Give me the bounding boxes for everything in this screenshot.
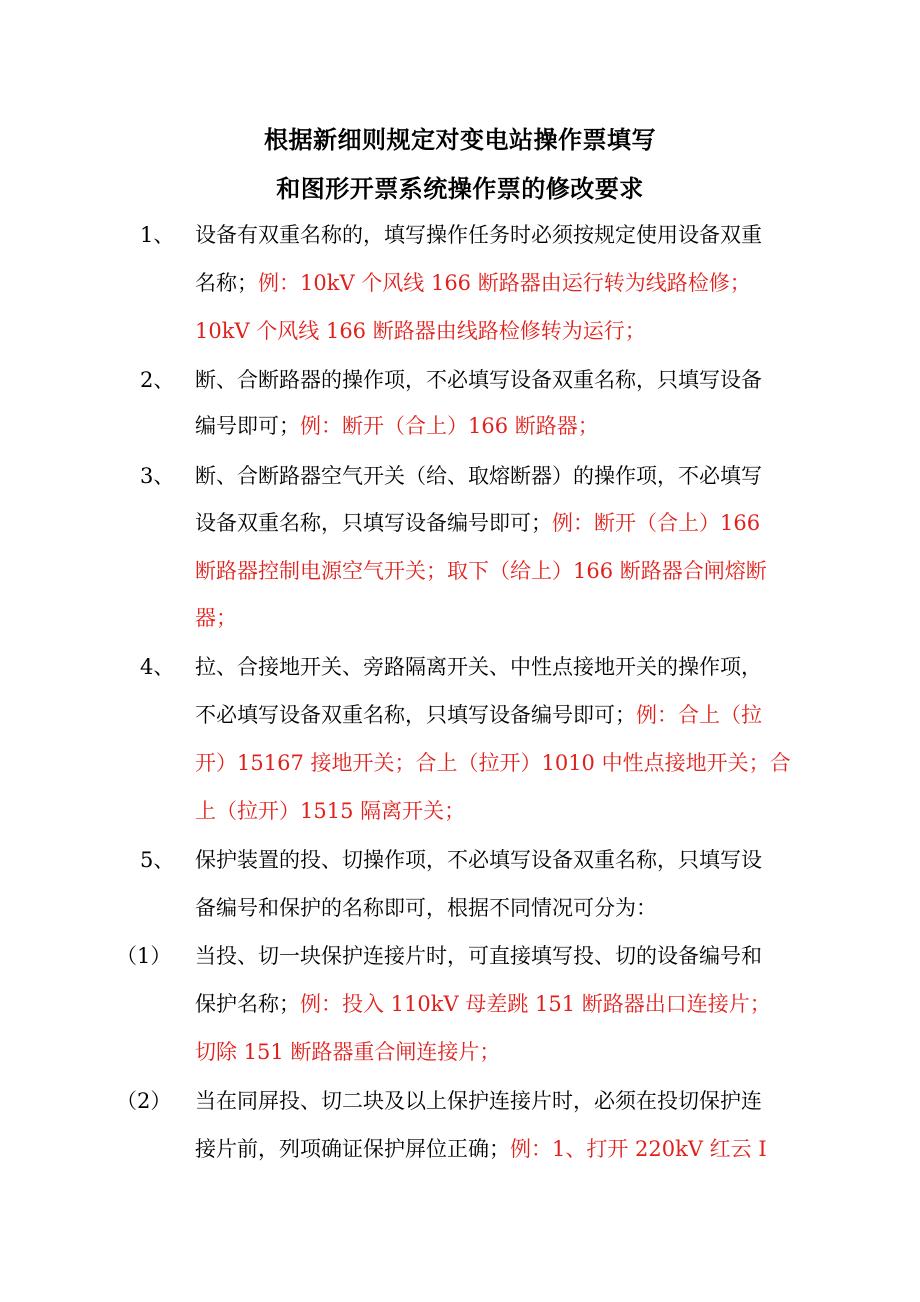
paragraph-line [195,365,762,395]
paragraph-line [195,941,762,971]
body-text: 设备双重名称，只填写设备编号即可； [195,511,552,535]
paragraph-line [195,316,646,346]
paragraph-line [195,411,599,441]
example-text: 例：合上（拉 [636,703,762,727]
item-number: 4、 [140,655,175,679]
body-text: 名称； [195,271,258,295]
body-text: 编号即可； [195,414,300,438]
body-text: 不必填写设备双重名称，只填写设备编号即可； [195,703,636,727]
body-text: 断、合断路器的操作项，不必填写设备双重名称，只填写设备 [195,368,762,392]
paragraph-line [195,461,762,491]
example-text: 器； [195,606,237,630]
paragraph-line [195,796,465,826]
body-text: 接片前，列项确证保护屏位正确； [195,1137,510,1161]
example-text: 开）15167 接地开关；合上（拉开）1010 中性点接地开关；合 [195,751,791,775]
item-number: （1） [116,944,172,968]
paragraph-line [195,1037,500,1067]
example-text: 例：断开（合上）166 [552,511,761,535]
example-text: 切除 151 断路器重合闸连接片； [195,1040,501,1064]
paragraph-line [195,508,760,538]
paragraph-line [195,989,771,1019]
paragraph-line [195,893,657,923]
example-text: 例：投入 110kV 母差跳 151 断路器出口连接片； [300,992,771,1016]
document-title-line1: 根据新细则规定对变电站操作票填写 [264,125,656,154]
body-text: 备编号和保护的名称即可，根据不同情况可分为： [195,896,657,920]
paragraph-line [195,1134,767,1164]
body-text: 断、合断路器空气开关（给、取熔断器）的操作项，不必填写 [195,464,762,488]
body-text: 保护名称； [195,992,300,1016]
example-text: 上（拉开）1515 隔离开关； [195,799,466,823]
body-text: 当在同屏投、切二块及以上保护连接片时，必须在投切保护连 [195,1089,762,1113]
paragraph-line [195,700,762,730]
example-text: 例：断开（合上）166 断路器； [300,414,599,438]
paragraph-line [195,652,762,682]
item-number: （2） [116,1089,172,1113]
paragraph-line [195,220,762,250]
body-text: 当投、切一块保护连接片时，可直接填写投、切的设备编号和 [195,944,762,968]
paragraph-line [195,268,751,298]
body-text: 拉、合接地开关、旁路隔离开关、中性点接地开关的操作项， [195,655,762,679]
example-text: 例：10kV 个风线 166 断路器由运行转为线路检修； [258,271,751,295]
example-text: 10kV 个风线 166 断路器由线路检修转为运行； [195,319,646,343]
item-number: 2、 [140,368,175,392]
example-text: 断路器控制电源空气开关；取下（给上）166 断路器合闸熔断 [195,559,767,583]
paragraph-line [195,748,791,778]
document-title-line2: 和图形开票系统操作票的修改要求 [276,174,644,203]
example-text: 例：1、打开 220kV 红云 I [510,1137,767,1161]
paragraph-line [195,556,767,586]
body-text: 保护装置的投、切操作项，不必填写设备双重名称，只填写设 [195,848,762,872]
paragraph-line [195,1086,762,1116]
body-text: 设备有双重名称的，填写操作任务时必须按规定使用设备双重 [195,223,762,247]
item-number: 1、 [140,223,175,247]
item-number: 5、 [140,848,175,872]
paragraph-line [195,603,237,633]
paragraph-line [195,845,762,875]
item-number: 3、 [140,464,175,488]
